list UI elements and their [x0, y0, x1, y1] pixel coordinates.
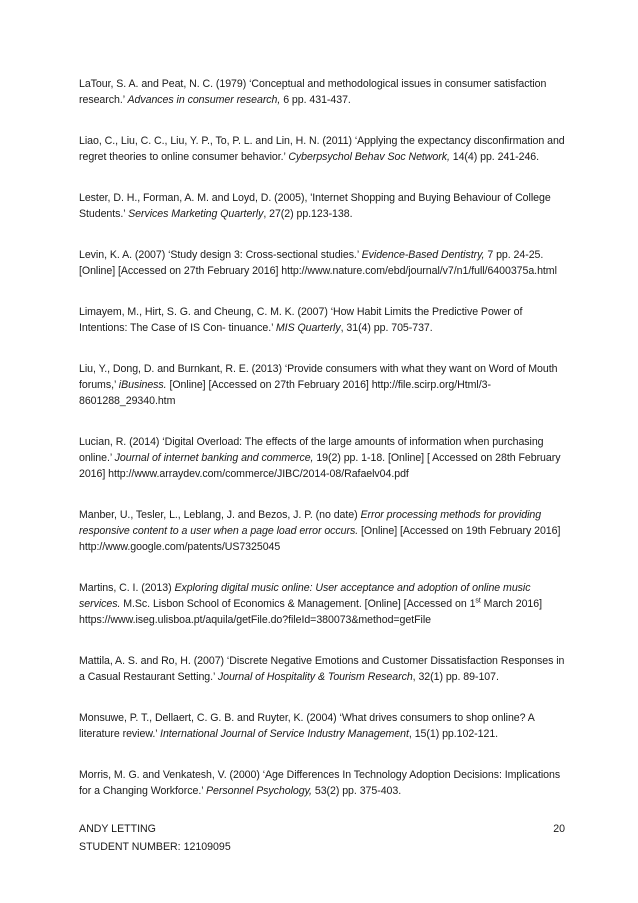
reference-source: Journal of Hospitality & Tourism Research [217, 671, 413, 683]
reference-entry [79, 767, 565, 799]
page-number: 20 [553, 823, 565, 835]
reference-list [79, 76, 565, 824]
page-footer [79, 820, 565, 856]
ordinal-superscript: st [475, 597, 481, 605]
reference-entry [79, 361, 565, 409]
reference-source: Journal of internet banking and commerce, [114, 452, 314, 464]
reference-entry [79, 580, 565, 628]
reference-text: Morris, M. G. and Venkatesh, V. (2000) ‘Age Differences In Technology Adoption Decisions: Implications for a Changing Workforce.’ [79, 769, 561, 797]
footer-author: ANDY LETTING [79, 823, 156, 835]
reference-details: 14(4) pp. 241-246. [449, 151, 540, 163]
reference-source: Advances in consumer research, [127, 94, 281, 106]
reference-text: Lucian, R. (2014) ‘Digital Overload: The effects of the large amounts of information when purchasing online.’ [79, 436, 544, 464]
reference-source: Personnel Psychology, [206, 785, 312, 797]
reference-text: Liu, Y., Dong, D. and Burnkant, R. E. (2013) ‘Provide consumers with what they want on Word of Mouth forums,’ [79, 363, 558, 391]
reference-text: Limayem, M., Hirt, S. G. and Cheung, C. M. K. (2007) ‘How Habit Limits the Predictive Power of Intentions: The Case of IS Con- tinuance.’ [79, 306, 523, 334]
reference-details: , 31(4) pp. 705-737. [340, 322, 433, 334]
reference-entry [79, 507, 565, 555]
reference-source: Exploring digital music online: User acceptance and adoption of online music services. [79, 582, 531, 610]
reference-details: 53(2) pp. 375-403. [311, 785, 402, 797]
reference-text: Martins, C. I. (2013) [79, 582, 175, 594]
reference-details: , 15(1) pp.102-121. [408, 728, 499, 740]
reference-source: MIS Quarterly [275, 322, 341, 334]
reference-details: 6 pp. 431-437. [280, 94, 351, 106]
reference-details: , 32(1) pp. 89-107. [412, 671, 499, 683]
reference-entry [79, 304, 565, 336]
reference-details: 19(2) pp. 1-18. [Online] [ Accessed on 28th February 2016] http://www.arraydev.com/commerce/JIBC/2014-08/Rafaelv04.pdf [79, 452, 561, 480]
reference-details: , 27(2) pp.123-138. [263, 208, 353, 220]
reference-details: [Online] [Accessed on 19th February 2016] http://www.google.com/patents/US7325045 [79, 525, 561, 553]
reference-text: Manber, U., Tesler, L., Leblang, J. and Bezos, J. P. (no date) [79, 509, 361, 521]
reference-entry [79, 653, 565, 685]
footer-row [79, 820, 565, 838]
reference-text: Liao, C., Liu, C. C., Liu, Y. P., To, P. L. and Lin, H. N. (2011) ‘Applying the expectancy disconfirmation and regret theories to online consumer behavior.’ [79, 135, 565, 163]
reference-text: Mattila, A. S. and Ro, H. (2007) ‘Discrete Negative Emotions and Customer Dissatisfaction Responses in a Casual Restaurant Setting.’ [79, 655, 565, 683]
footer-student-number: STUDENT NUMBER: 12109095 [79, 841, 231, 853]
reference-entry [79, 133, 565, 165]
reference-source: iBusiness. [118, 379, 167, 391]
reference-details: 7 pp. 24-25. [Online] [Accessed on 27th February 2016] http://www.nature.com/ebd/journal/v7/n1/full/6400375a.html [79, 249, 557, 277]
reference-entry [79, 247, 565, 279]
reference-text: Lester, D. H., Forman, A. M. and Loyd, D. (2005), 'Internet Shopping and Buying Behaviour of College Students.’ [79, 192, 551, 220]
reference-text: LaTour, S. A. and Peat, N. C. (1979) ‘Conceptual and methodological issues in consumer satisfaction research.’ [79, 78, 547, 106]
reference-entry [79, 434, 565, 482]
reference-text: Monsuwe, P. T., Dellaert, C. G. B. and Ruyter, K. (2004) ‘What drives consumers to shop online? A literature review.’ [79, 712, 535, 740]
reference-source: Cyberpsychol Behav Soc Network, [288, 151, 450, 163]
reference-details: M.Sc. Lisbon School of Economics & Management. [Online] [Accessed on 1 [120, 598, 476, 610]
reference-entry [79, 190, 565, 222]
reference-details: [Online] [Accessed on 27th February 2016] http://file.scirp.org/Html/3-8601288_29340.htm [79, 379, 491, 407]
reference-source: Error processing methods for providing responsive content to a user when a page load error occurs. [79, 509, 542, 537]
reference-source: Evidence-Based Dentistry, [361, 249, 485, 261]
reference-text: Levin, K. A. (2007) ‘Study design 3: Cross-sectional studies.’ [79, 249, 362, 261]
reference-entry [79, 76, 565, 108]
reference-details-continued: March 2016] https://www.iseg.ulisboa.pt/aquila/getFile.do?fileId=380073&method=getFile [79, 598, 543, 626]
reference-entry [79, 710, 565, 742]
reference-source: International Journal of Service Industry Management [160, 728, 409, 740]
reference-source: Services Marketing Quarterly [128, 208, 264, 220]
